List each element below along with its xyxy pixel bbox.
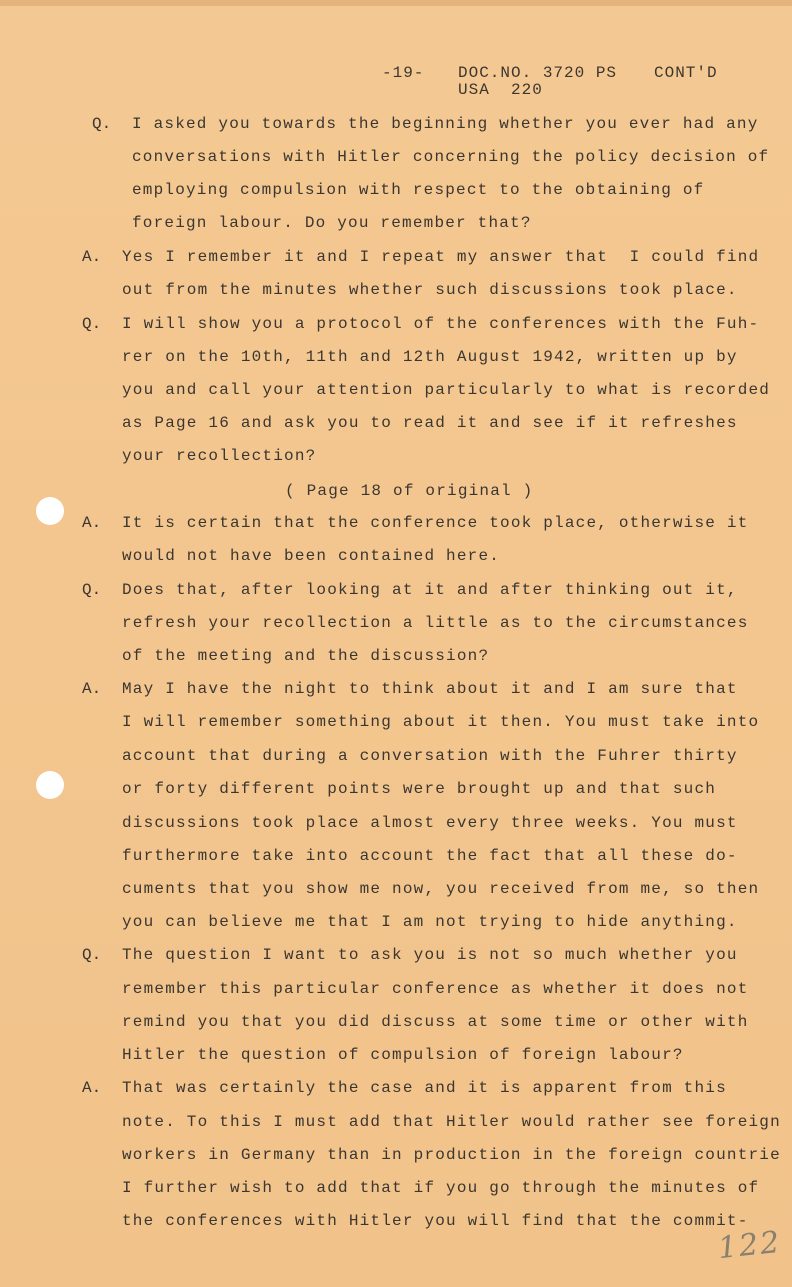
text-line: Hitler the question of compulsion of foreign labour? (122, 1046, 684, 1064)
text-line: you and call your attention particularly to what is recorded (122, 381, 771, 399)
text-line: Yes I remember it and I repeat my answer that I could find (122, 248, 760, 266)
text-line: refresh your recollection a little as to the circumstances (122, 614, 749, 632)
text-line: the conferences with Hitler you will find that the commit- (122, 1212, 749, 1230)
document-number: DOC.NO. 3720 PS (458, 64, 618, 82)
usa-exhibit-number: USA 220 (458, 81, 543, 99)
punch-hole-lower (36, 771, 64, 799)
text-line: workers in Germany than in production in the foreign countrie (122, 1146, 781, 1164)
text-line: discussions took place almost every three weeks. You must (122, 814, 738, 832)
text-line: out from the minutes whether such discussions took place. (122, 281, 738, 299)
original-page-marker: ( Page 18 of original ) (285, 482, 534, 500)
text-line: I further wish to add that if you go through the minutes of (122, 1179, 760, 1197)
text-line: as Page 16 and ask you to read it and see if it refreshes (122, 414, 738, 432)
text-line: foreign labour. Do you remember that? (132, 214, 532, 232)
text-line: account that during a conversation with the Fuhrer thirty (122, 747, 738, 765)
text-line: furthermore take into account the fact that all these do- (122, 847, 738, 865)
question-label: Q. (82, 581, 102, 599)
punch-hole-upper (36, 497, 64, 525)
answer-label: A. (82, 680, 102, 698)
answer-label: A. (82, 248, 102, 266)
text-line: I will show you a protocol of the conferences with the Fuh- (122, 315, 760, 333)
text-line: or forty different points were brought up and that such (122, 780, 717, 798)
text-line: note. To this I must add that Hitler would rather see foreign (122, 1113, 781, 1131)
text-line: The question I want to ask you is not so much whether you (122, 946, 738, 964)
text-line: Does that, after looking at it and after thinking out it, (122, 581, 738, 599)
page-top-edge (0, 0, 792, 6)
question-label: Q. (82, 946, 102, 964)
page-number: -19- (382, 64, 425, 82)
text-line: conversations with Hitler concerning the policy decision of (132, 148, 770, 166)
text-line: would not have been contained here. (122, 547, 501, 565)
text-line: remember this particular conference as whether it does not (122, 980, 749, 998)
text-line: rer on the 10th, 11th and 12th August 1942, written up by (122, 348, 738, 366)
text-line: I asked you towards the beginning whether you ever had any (132, 115, 759, 133)
answer-label: A. (82, 1079, 102, 1097)
text-line: employing compulsion with respect to the obtaining of (132, 181, 705, 199)
answer-label: A. (82, 514, 102, 532)
text-line: That was certainly the case and it is apparent from this (122, 1079, 727, 1097)
text-line: I will remember something about it then. You must take into (122, 713, 760, 731)
text-line: your recollection? (122, 447, 317, 465)
text-line: you can believe me that I am not trying to hide anything. (122, 913, 738, 931)
text-line: remind you that you did discuss at some time or other with (122, 1013, 749, 1031)
handwritten-page-number: 122 (716, 1224, 783, 1267)
question-label: Q. (82, 315, 102, 333)
text-line: It is certain that the conference took place, otherwise it (122, 514, 749, 532)
text-line: May I have the night to think about it and I am sure that (122, 680, 738, 698)
text-line: cuments that you show me now, you received from me, so then (122, 880, 760, 898)
question-label: Q. (92, 115, 112, 133)
text-line: of the meeting and the discussion? (122, 647, 490, 665)
continued-label: CONT'D (654, 64, 718, 82)
